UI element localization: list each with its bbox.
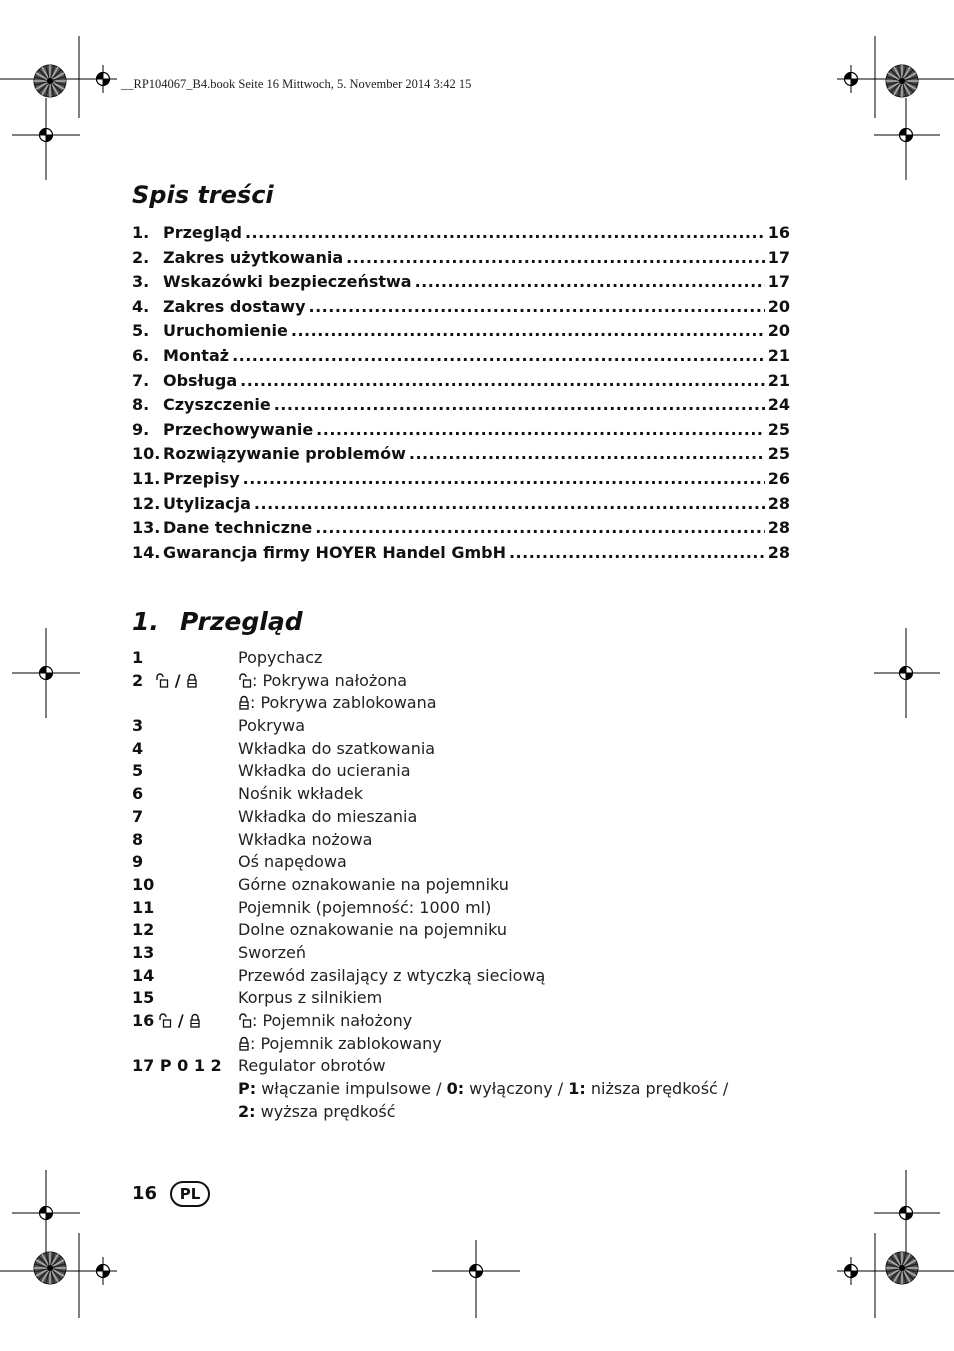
icon-separator: / — [169, 670, 187, 690]
part-number: 3 — [132, 716, 144, 736]
part-row — [132, 784, 752, 807]
part-description: Wkładka do ucierania — [238, 761, 411, 781]
toc-dot-leader — [291, 321, 765, 340]
toc-entry-title: Przepisy — [163, 468, 240, 488]
part-number: 4 — [132, 738, 144, 758]
toc-entry-title: Gwarancja firmy HOYER Handel GmbH — [163, 542, 506, 562]
page-number: 16 — [132, 1183, 158, 1204]
part-description: Wkładka do szatkowania — [238, 738, 436, 758]
part-number: 9 — [132, 852, 144, 872]
part-description: Sworzeń — [238, 942, 306, 962]
toc-entry[interactable] — [132, 248, 790, 273]
part-row — [132, 648, 752, 671]
part-description: Pokrywa — [238, 716, 306, 736]
toc-entry-title: Rozwiązywanie problemów — [163, 444, 406, 464]
setting-text: wyższa prędkość — [255, 1101, 396, 1121]
toc-dot-leader — [274, 395, 765, 414]
toc-dot-leader — [309, 297, 765, 316]
toc-dot-leader — [415, 272, 765, 291]
parts-list — [132, 648, 752, 1124]
unlocked-padlock-icon — [158, 1013, 172, 1032]
toc-entry[interactable] — [132, 223, 790, 248]
toc-entry[interactable] — [132, 543, 790, 568]
toc-entry-title: Przegląd — [163, 223, 242, 242]
part-row — [132, 898, 752, 921]
toc-entry-title: Montaż — [163, 345, 230, 365]
toc-entry-number: 1. — [132, 223, 150, 242]
registration-mark-icon — [462, 1257, 490, 1285]
toc-entry-number: 2. — [132, 247, 150, 267]
print-header: __RP104067_B4.book Seite 16 Mittwoch, 5. November 2014 3:42 15 — [121, 77, 472, 91]
part-row — [132, 920, 752, 943]
part-row — [132, 716, 752, 739]
toc-entry[interactable] — [132, 469, 790, 494]
part-description: Wkładka do mieszania — [238, 806, 418, 826]
toc-entry-number: 14. — [132, 542, 161, 562]
toc-entry-title: Obsługa — [163, 370, 238, 390]
toc-entry-title: Przechowywanie — [163, 419, 314, 439]
part-number: 12 — [132, 920, 155, 940]
color-target-icon — [34, 65, 66, 97]
toc-entry-page: 28 — [767, 493, 790, 513]
color-target-icon — [34, 1252, 66, 1284]
toc-entry-number: 7. — [132, 370, 150, 390]
toc-entry-number: 13. — [132, 518, 161, 538]
icon-separator: / — [172, 1011, 190, 1030]
part-description: Dolne oznakowanie na pojemniku — [238, 920, 507, 940]
toc-entry-title: Zakres dostawy — [163, 296, 306, 316]
part-row — [132, 966, 752, 989]
part-description — [238, 1034, 442, 1055]
toc-dot-leader — [240, 371, 765, 390]
part-number: 10 — [132, 874, 155, 894]
toc-entry-title: Dane techniczne — [163, 518, 313, 538]
part-row — [132, 761, 752, 784]
toc-entry-title: Uruchomienie — [163, 321, 288, 341]
lid-attached-text: : Pokrywa nałożona — [252, 670, 408, 690]
section-title: Przegląd — [180, 607, 303, 636]
locked-padlock-icon — [186, 673, 198, 692]
toc-entry-page: 16 — [767, 223, 790, 242]
registration-mark-icon — [892, 659, 920, 687]
toc-entry[interactable] — [132, 494, 790, 519]
color-target-icon — [886, 65, 918, 97]
part-row — [132, 852, 752, 875]
color-target-icon — [886, 1252, 918, 1284]
toc-entry-number: 11. — [132, 468, 161, 488]
toc-entry[interactable] — [132, 346, 790, 371]
part-row — [132, 1011, 752, 1034]
part-description: Pojemnik (pojemność: 1000 ml) — [238, 897, 492, 917]
table-of-contents — [132, 223, 790, 567]
toc-entry[interactable] — [132, 518, 790, 543]
toc-entry-number: 4. — [132, 296, 150, 316]
part-number: 1 — [132, 648, 144, 667]
toc-entry-number: 5. — [132, 321, 150, 341]
part-row — [132, 1079, 752, 1102]
setting-label: 1: — [568, 1079, 586, 1099]
part-row — [132, 988, 752, 1011]
part-row — [132, 739, 752, 762]
part-row — [132, 875, 752, 898]
registration-mark-icon — [892, 121, 920, 149]
part-row — [132, 671, 752, 694]
container-locked-text: : Pojemnik zablokowany — [250, 1033, 442, 1053]
toc-entry-page: 28 — [767, 518, 790, 538]
toc-dot-leader — [232, 346, 765, 365]
registration-mark-icon — [32, 121, 60, 149]
setting-label: 0: — [446, 1079, 465, 1099]
section-heading — [132, 607, 303, 636]
locked-padlock-icon — [189, 1013, 201, 1032]
lid-locked-text: : Pokrywa zablokowana — [250, 693, 437, 713]
toc-entry-page: 17 — [767, 247, 790, 267]
part-description: Górne oznakowanie na pojemniku — [238, 874, 509, 894]
toc-entry[interactable] — [132, 420, 790, 445]
toc-entry-page: 20 — [767, 296, 790, 316]
setting-text: włączanie impulsowe / — [256, 1079, 447, 1099]
part-row — [132, 1034, 752, 1057]
part-number: 2 — [132, 670, 144, 690]
language-badge: PL — [170, 1181, 210, 1207]
part-description: Korpus z silnikiem — [238, 988, 383, 1008]
toc-entry-number: 12. — [132, 493, 161, 513]
toc-entry-page: 28 — [767, 542, 790, 562]
part-number: 5 — [132, 761, 144, 781]
part-number: 17 P 0 1 2 — [132, 1056, 222, 1076]
setting-text: wyłączony / — [464, 1079, 569, 1099]
registration-mark-icon — [89, 65, 117, 93]
registration-mark-icon — [892, 1199, 920, 1227]
registration-mark-icon — [837, 1257, 865, 1285]
toc-entry[interactable] — [132, 321, 790, 346]
part-row — [132, 1056, 752, 1079]
part-description — [238, 1011, 412, 1032]
toc-entry[interactable] — [132, 371, 790, 396]
locked-padlock-icon — [238, 695, 250, 714]
toc-entry-title: Utylizacja — [163, 493, 251, 513]
toc-heading: Spis treści — [132, 181, 274, 209]
setting-label: P: — [238, 1079, 257, 1099]
part-number: 15 — [132, 988, 155, 1008]
toc-dot-leader — [346, 248, 765, 267]
part-number: 13 — [132, 942, 155, 962]
part-description — [238, 693, 437, 714]
speed-settings-line — [238, 1079, 728, 1098]
part-row — [132, 693, 752, 716]
toc-entry-page: 26 — [767, 468, 790, 488]
unlocked-padlock-icon — [238, 673, 252, 692]
toc-entry[interactable] — [132, 444, 790, 469]
registration-mark-icon — [32, 1199, 60, 1227]
part-description: Regulator obrotów — [238, 1056, 386, 1076]
part-description — [238, 671, 407, 692]
toc-entry-number: 3. — [132, 272, 150, 292]
part-number: 8 — [132, 829, 144, 849]
part-row — [132, 830, 752, 853]
speed-settings-line — [238, 1102, 396, 1121]
part-row — [132, 943, 752, 966]
part-number: 6 — [132, 784, 144, 804]
part-description: Przewód zasilający z wtyczką sieciową — [238, 965, 546, 985]
toc-entry[interactable] — [132, 395, 790, 420]
toc-entry-number: 10. — [132, 444, 161, 464]
toc-entry-page: 24 — [767, 395, 790, 415]
locked-padlock-icon — [238, 1036, 250, 1055]
part-description: Nośnik wkładek — [238, 784, 363, 804]
part-number-with-icons — [132, 1011, 238, 1032]
toc-dot-leader — [316, 420, 765, 439]
setting-label: 2: — [238, 1101, 256, 1121]
toc-entry-page: 25 — [767, 419, 790, 439]
toc-dot-leader — [245, 223, 765, 242]
toc-dot-leader — [315, 518, 765, 537]
toc-entry-number: 9. — [132, 419, 150, 439]
part-row — [132, 807, 752, 830]
toc-entry-page: 17 — [767, 272, 790, 292]
unlocked-padlock-icon — [155, 673, 169, 692]
toc-dot-leader — [509, 543, 765, 562]
registration-mark-icon — [89, 1257, 117, 1285]
toc-entry[interactable] — [132, 297, 790, 322]
unlocked-padlock-icon — [238, 1013, 252, 1032]
part-number-with-icons — [132, 671, 238, 692]
toc-entry-number: 6. — [132, 345, 150, 365]
container-attached-text: : Pojemnik nałożony — [252, 1011, 413, 1030]
part-description: Wkładka nożowa — [238, 829, 373, 849]
part-row — [132, 1102, 752, 1125]
registration-mark-icon — [837, 65, 865, 93]
toc-entry-title: Zakres użytkowania — [163, 247, 344, 267]
toc-entry-title: Wskazówki bezpieczeństwa — [163, 272, 412, 292]
toc-dot-leader — [254, 494, 765, 513]
part-number: 16 — [132, 1011, 155, 1030]
part-description: Oś napędowa — [238, 852, 347, 872]
part-number: 14 — [132, 965, 155, 985]
part-description: Popychacz — [238, 648, 323, 667]
setting-text: niższa prędkość / — [585, 1079, 729, 1099]
toc-dot-leader — [409, 444, 765, 463]
toc-entry-page: 21 — [767, 370, 790, 390]
section-number: 1. — [132, 607, 159, 636]
toc-entry[interactable] — [132, 272, 790, 297]
registration-mark-icon — [32, 659, 60, 687]
toc-entry-page: 20 — [767, 321, 790, 341]
toc-entry-title: Czyszczenie — [163, 395, 271, 415]
toc-entry-page: 25 — [767, 444, 790, 464]
toc-entry-number: 8. — [132, 395, 150, 415]
part-number: 7 — [132, 806, 144, 826]
toc-entry-page: 21 — [767, 345, 790, 365]
toc-dot-leader — [243, 469, 765, 488]
part-number: 11 — [132, 897, 155, 917]
